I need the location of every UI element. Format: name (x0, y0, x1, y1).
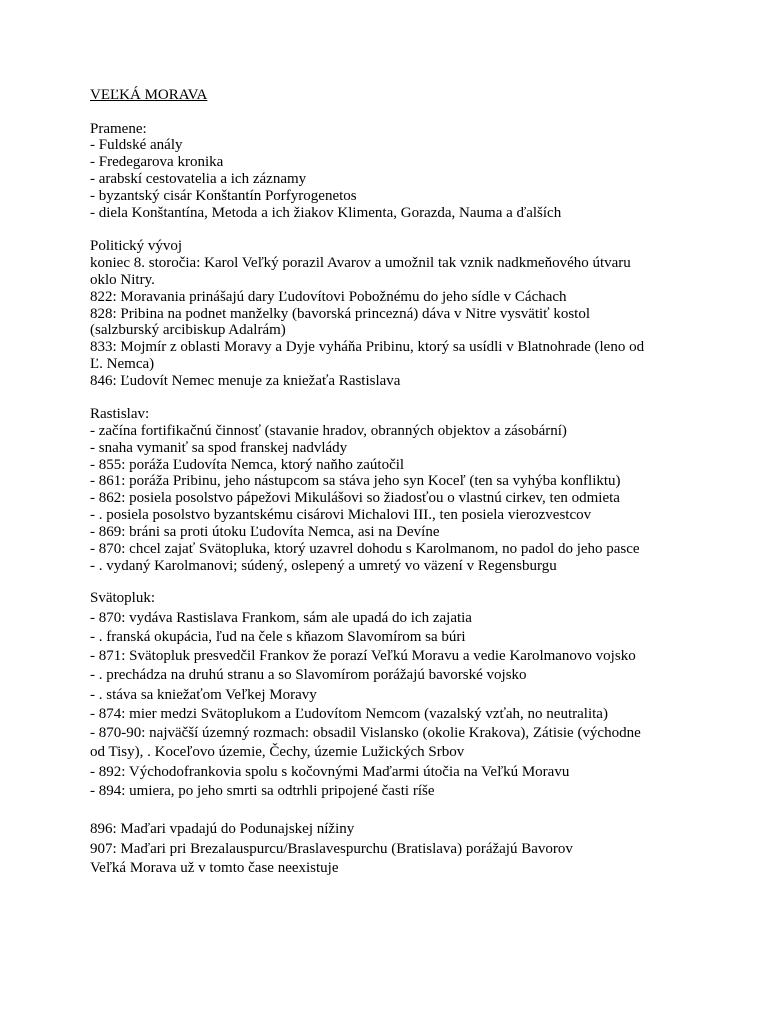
political-line: (salzburský arcibiskup Adalrám) (90, 322, 286, 338)
source-item: - Fredegarova kronika (90, 154, 224, 170)
svatopluk-line: - 894: umiera, po jeho smrti sa odtrhli pripojené časti ríše (90, 783, 435, 799)
svatopluk-heading: Svätopluk: (90, 590, 156, 606)
svatopluk-line: od Tisy), . Koceľovo územie, Čechy, územie Lužických Srbov (90, 744, 465, 760)
svatopluk-line: - 870-90: najväčší územný rozmach: obsadil Vislansko (okolie Krakova), Zátisie (východne (90, 725, 641, 741)
political-line: 828: Pribina na podnet manželky (bavorská princezná) dáva v Nitre vysvätiť kostol (90, 306, 591, 322)
rastislav-heading: Rastislav: (90, 406, 150, 422)
political-line: 846: Ľudovít Nemec menuje za kniežaťa Rastislava (90, 373, 401, 389)
rastislav-line: - . posiela posolstvo byzantskému cisárovi Michalovi III., ten posiela vierozvestcov (90, 507, 592, 523)
rastislav-line: - snaha vymaniť sa spod franskej nadvlády (90, 440, 348, 456)
rastislav-line: - 861: poráža Pribinu, jeho nástupcom sa stáva jeho syn Koceľ (ten sa vyhýba konfliktu) (90, 473, 621, 489)
source-item: - Fuldské anály (90, 137, 183, 153)
rastislav-line: - 862: posiela posolstvo pápežovi Mikulášovi so žiadosťou o vlastnú cirkev, ten odmieta (90, 490, 620, 506)
rastislav-line: - 855: poráža Ľudovíta Nemca, ktorý naňho zaútočil (90, 457, 405, 473)
svatopluk-line: - 871: Svätopluk presvedčil Frankov že porazí Veľkú Moravu a vedie Karolmanovo vojsko (90, 648, 636, 664)
political-line: koniec 8. storočia: Karol Veľký porazil Avarov a umožnil tak vznik nadkmeňového útvaru (90, 255, 631, 271)
svatopluk-line: - . franská okupácia, ľud na čele s kňazom Slavomírom sa búri (90, 629, 466, 645)
political-line: 822: Moravania prinášajú dary Ľudovítovi Pobožnému do jeho sídle v Cáchach (90, 289, 567, 305)
rastislav-line: - začína fortifikačnú činnosť (stavanie hradov, obranných objektov a zásobární) (90, 423, 567, 439)
rastislav-line: - 870: chcel zajať Svätopluka, ktorý uzavrel dohodu s Karolmanom, no padol do jeho pasce (90, 541, 640, 557)
svatopluk-line: - 892: Východofrankovia spolu s kočovnými Maďarmi útočia na Veľkú Moravu (90, 764, 570, 780)
svatopluk-line: - 874: mier medzi Svätoplukom a Ľudovítom Nemcom (vazalský vzťah, no neutralita) (90, 706, 608, 722)
sources-heading: Pramene: (90, 121, 147, 137)
political-line: 833: Mojmír z oblasti Moravy a Dyje vyháňa Pribinu, ktorý sa usídli v Blatnohrade (leno od (90, 339, 645, 355)
svatopluk-line: - 870: vydáva Rastislava Frankom, sám ale upadá do ich zajatia (90, 610, 472, 626)
source-item: - byzantský cisár Konštantín Porfyrogenetos (90, 188, 357, 204)
svatopluk-line: - . prechádza na druhú stranu a so Slavomírom porážajú bavorské vojsko (90, 667, 527, 683)
ending-line: 896: Maďari vpadajú do Podunajskej nížiny (90, 821, 355, 837)
svatopluk-line: - . stáva sa kniežaťom Veľkej Moravy (90, 687, 317, 703)
ending-line: Veľká Morava už v tomto čase neexistuje (90, 860, 339, 876)
source-item: - diela Konštantína, Metoda a ich žiakov Klimenta, Gorazda, Nauma a ďalších (90, 205, 562, 221)
rastislav-line: - . vydaný Karolmanovi; súdený, oslepený a umretý vo väzení v Regensburgu (90, 558, 557, 574)
political-line: oklo Nitry. (90, 272, 155, 288)
political-line: Ľ. Nemca) (90, 356, 155, 372)
ending-line: 907: Maďari pri Brezalauspurcu/Braslavespurchu (Bratislava) porážajú Bavorov (90, 841, 573, 857)
rastislav-line: - 869: bráni sa proti útoku Ľudovíta Nemca, asi na Devíne (90, 524, 440, 540)
document-title: VEĽKÁ MORAVA (90, 87, 208, 103)
source-item: - arabskí cestovatelia a ich záznamy (90, 171, 307, 187)
political-heading: Politický vývoj (90, 238, 183, 254)
